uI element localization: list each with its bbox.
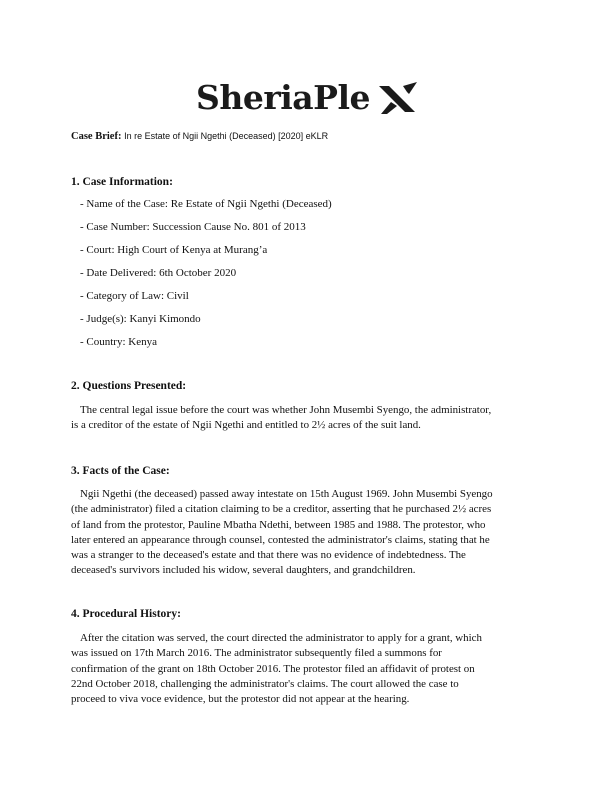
- case-info-item-category: - Category of Law: Civil: [80, 290, 189, 302]
- facts-of-case-heading: 3. Facts of the Case:: [71, 465, 170, 477]
- logo-x-mark-icon: [377, 82, 417, 116]
- case-info-item-judge: - Judge(s): Kanyi Kimondo: [80, 313, 201, 325]
- facts-of-case-paragraph: [71, 487, 546, 579]
- questions-presented-paragraph: [71, 403, 546, 434]
- case-info-item-country: - Country: Kenya: [80, 336, 157, 348]
- case-information-heading: 1. Case Information:: [71, 176, 173, 188]
- case-info-item-court: - Court: High Court of Kenya at Murang’a: [80, 244, 268, 256]
- paragraph-line: of land from the protestor, Pauline Mbatha Ndethi, between 1985 and 1988. The protestor, who: [71, 518, 486, 531]
- paragraph-line: confirmation of the grant on 18th October 2016. The protestor filed an affidavit of protest on: [71, 662, 475, 675]
- paragraph-line: was a stranger to the deceased's estate and that there was no evidence of indebtedness. The: [71, 549, 466, 562]
- paragraph-line: (the administrator) filed a citation claiming to be a creditor, asserting that he purchased 2½ acres: [71, 503, 492, 516]
- case-info-item-date: - Date Delivered: 6th October 2020: [80, 267, 237, 279]
- questions-presented-heading: 2. Questions Presented:: [71, 380, 187, 392]
- paragraph-line: proceed to viva voce evidence, but the protestor did not appear at the hearing.: [71, 693, 410, 706]
- procedural-history-paragraph: [71, 631, 546, 707]
- paragraph-line: After the citation was served, the court directed the administrator to apply for a grant, which: [80, 632, 482, 644]
- procedural-history-heading: 4. Procedural History:: [71, 608, 181, 620]
- paragraph-line: The central legal issue before the court was whether John Musembi Syengo, the administrator,: [80, 404, 492, 416]
- case-info-item-name: - Name of the Case: Re Estate of Ngii Ngethi (Deceased): [80, 198, 332, 210]
- paragraph-line: Ngii Ngethi (the deceased) passed away intestate on 15th August 1969. John Musembi Syengo: [80, 488, 493, 500]
- case-brief-citation: In re Estate of Ngii Ngethi (Deceased) [2020] eKLR: [124, 131, 329, 141]
- case-info-item-number: - Case Number: Succession Cause No. 801 of 2013: [80, 221, 306, 233]
- paragraph-line: 22nd October 2018, challenging the administrator's claims. The court allowed the case to: [71, 677, 459, 690]
- paragraph-line: later entered an appearance through counsel, contested the administrator's claims, stating that he: [71, 533, 490, 546]
- paragraph-line: is a creditor of the estate of Ngii Ngethi and entitled to 2½ acres of the suit land.: [71, 419, 421, 432]
- sheriaplex-logo: [0, 76, 612, 126]
- paragraph-line: was issued on 17th March 2016. The administrator subsequently filed a summons for: [71, 647, 442, 660]
- logo-wordmark: SheriaPle: [196, 78, 370, 117]
- paragraph-line: deceased's survivors included his widow, several daughters, and grandchildren.: [71, 564, 416, 577]
- case-brief-line: [71, 131, 328, 142]
- case-brief-label: Case Brief:: [71, 131, 122, 142]
